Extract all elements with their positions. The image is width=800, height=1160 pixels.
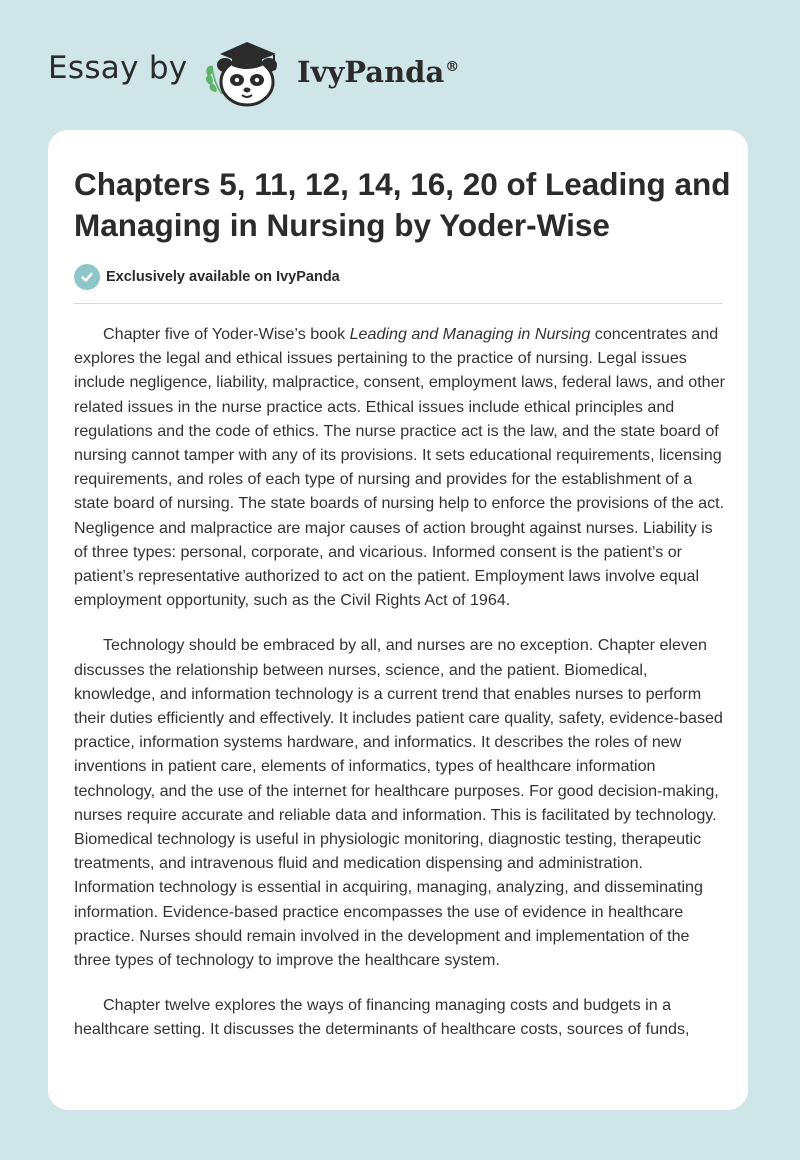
essay-by-label: Essay by xyxy=(48,50,188,86)
check-circle-icon xyxy=(74,264,100,290)
divider xyxy=(74,303,723,304)
brand-name[interactable]: IvyPanda® xyxy=(297,55,460,89)
essay-card xyxy=(48,130,748,1110)
exclusive-badge-label: Exclusively available on IvyPanda xyxy=(106,269,340,285)
book-title: Leading and Managing in Nursing xyxy=(349,325,591,343)
paragraph: Chapter twelve explores the ways of financing managing costs and budgets in a healthcare setting. It discusses the determinants of healthcare costs, sources of funds, xyxy=(74,996,690,1039)
panda-graduate-icon[interactable] xyxy=(202,38,296,108)
essay-title: Chapters 5, 11, 12, 14, 16, 20 of Leading and Managing in Nursing by Yoder-Wise xyxy=(74,166,731,243)
essay-body xyxy=(74,322,726,1063)
paragraph: Technology should be embraced by all, and nurses are no exception. Chapter eleven discusses the relationship between nurses, science, and the patient. Biomedical, knowledge, and information technology is a current trend that enables nurses to perform their duties efficiently and effectively. It includes patient care quality, safety, evidence-based practice, information systems hardware, and informatics. It describes the roles of new inventions in patient care, elements of informatics, types of healthcare information technology, and the use of the internet for healthcare purposes. For good decision-making, nurses require accurate and reliable data and information. This is facilitated by technology. Biomedical technology is useful in physiologic monitoring, diagnostic testing, therapeutic treatments, and intravenous fluid and medication dispensing and administration. Information technology is essential in acquiring, managing, analyzing, and disseminating information. Evidence-based practice encompasses the use of evidence in healthcare practice. Nurses should remain involved in the development and implementation of the three types of technology to improve the healthcare system. xyxy=(74,636,723,970)
exclusive-badge xyxy=(74,264,340,290)
paragraph: Chapter five of Yoder-Wise’s book Leading and Managing in Nursing concentrates and explores the legal and ethical issues pertaining to the practice of nursing. Legal issues include negligence, liability, malpractice, consent, employment laws, federal laws, and other related issues in the nurse practice acts. Ethical issues include ethical principles and regulations and the code of ethics. The nurse practice act is the law, and the state board of nursing cannot tamper with any of its provisions. It sets educational requirements, licensing requirements, and roles of each type of nursing and provides for the establishment of a state board of nursing. The state boards of nursing help to enforce the provisions of the act. Negligence and malpractice are major causes of action brought against nurses. Liability is of three types: personal, corporate, and vicarious. Informed consent is the patient’s or patient’s representative authorized to act on the patient. Employment laws involve equal employment opportunity, such as the Civil Rights Act of 1964. xyxy=(74,325,725,610)
site-header xyxy=(0,0,800,130)
